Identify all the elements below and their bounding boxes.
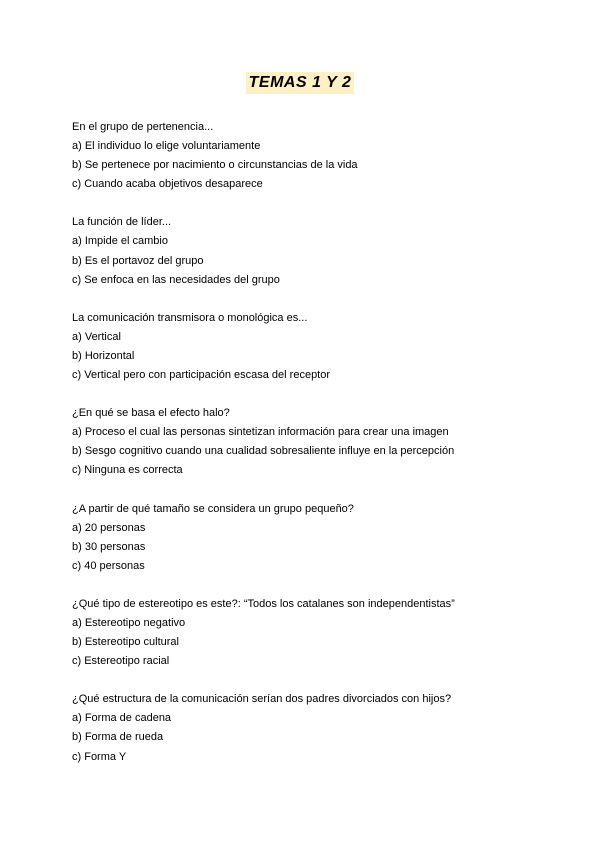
answer-option: c) 40 personas bbox=[72, 559, 145, 572]
answer-option: c) Ninguna es correcta bbox=[72, 464, 183, 477]
answer-option: b) Forma de rueda bbox=[72, 731, 164, 744]
question-prompt: La comunicación transmisora o monológica es... bbox=[72, 311, 308, 324]
answer-option: b) Se pertenece por nacimiento o circunstancias de la vida bbox=[72, 159, 358, 172]
answer-option: a) Impide el cambio bbox=[72, 235, 168, 248]
question-block bbox=[72, 118, 542, 194]
question-prompt: En el grupo de pertenencia... bbox=[72, 121, 214, 133]
document-title: TEMAS 1 Y 2 bbox=[246, 72, 355, 94]
answer-option: c) Estereotipo racial bbox=[72, 655, 170, 668]
question-block bbox=[72, 690, 542, 766]
answer-option: a) Proceso el cual las personas sintetizan información para crear una imagen bbox=[72, 426, 449, 439]
question-prompt: ¿En qué se basa el efecto halo? bbox=[72, 407, 230, 420]
title-container bbox=[0, 72, 600, 94]
answer-option: c) Forma Y bbox=[72, 750, 127, 763]
answer-option: b) Sesgo cognitivo cuando una cualidad sobresaliente influye en la percepción bbox=[72, 445, 455, 458]
answer-option: a) Vertical bbox=[72, 330, 121, 343]
question-prompt: ¿Qué tipo de estereotipo es este?: “Todos los catalanes son independentistas” bbox=[72, 597, 455, 610]
answer-option: b) Es el portavoz del grupo bbox=[72, 254, 204, 267]
question-list bbox=[72, 118, 542, 786]
answer-option: b) Estereotipo cultural bbox=[72, 636, 179, 649]
question-block bbox=[72, 404, 542, 480]
answer-option: a) Forma de cadena bbox=[72, 712, 172, 725]
question-prompt: La función de líder... bbox=[72, 216, 172, 229]
answer-option: c) Se enfoca en las necesidades del grupo bbox=[72, 273, 280, 286]
answer-option: a) 20 personas bbox=[72, 521, 146, 534]
answer-option: a) Estereotipo negativo bbox=[72, 616, 186, 629]
answer-option: b) 30 personas bbox=[72, 540, 146, 553]
question-block bbox=[72, 500, 542, 576]
question-prompt: ¿Qué estructura de la comunicación serían dos padres divorciados con hijos? bbox=[72, 693, 452, 706]
question-block bbox=[72, 309, 542, 385]
question-block bbox=[72, 595, 542, 671]
answer-option: b) Horizontal bbox=[72, 349, 135, 362]
question-prompt: ¿A partir de qué tamaño se considera un grupo pequeño? bbox=[72, 502, 354, 515]
question-block bbox=[72, 213, 542, 289]
answer-option: c) Vertical pero con participación escasa del receptor bbox=[72, 369, 331, 382]
answer-option: a) El individuo lo elige voluntariamente bbox=[72, 140, 261, 153]
answer-option: c) Cuando acaba objetivos desaparece bbox=[72, 178, 263, 191]
